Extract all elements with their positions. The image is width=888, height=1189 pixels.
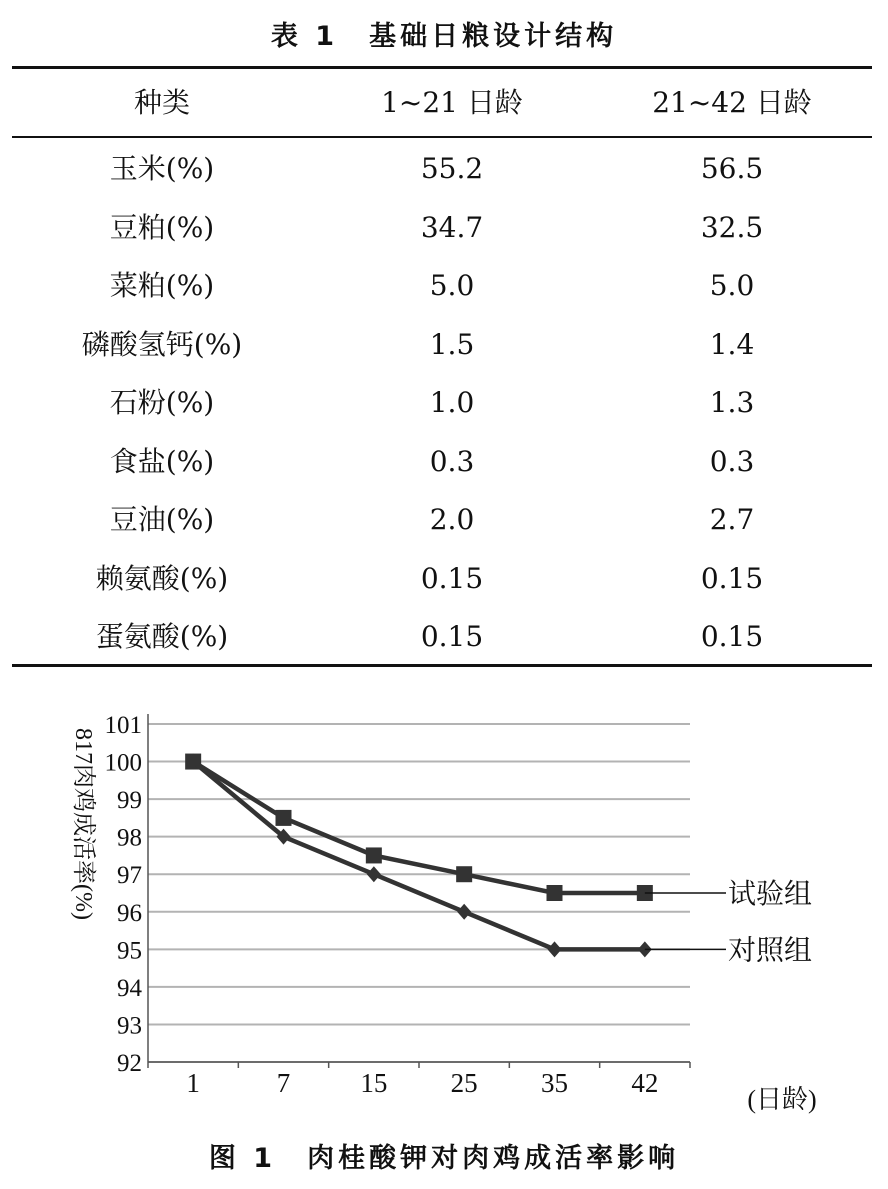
row-category: 蛋氨酸(%): [95, 620, 229, 653]
row-value-phase1: 1.5: [429, 327, 475, 361]
row-value-phase1: 0.15: [420, 561, 484, 595]
table-bottom-rule: [12, 664, 872, 667]
series-point-square: [276, 810, 292, 826]
row-value-phase1: 5.0: [429, 269, 475, 302]
row-value-phase1: 55.2: [420, 152, 484, 185]
row-category: 豆粕(%): [109, 210, 215, 244]
x-tick-label: 15: [360, 1068, 388, 1098]
row-value-phase2: 1.3: [709, 386, 755, 419]
table-title: 表 1 基础日粮设计结构: [270, 21, 618, 52]
x-tick-label: 1: [186, 1068, 200, 1098]
x-tick-label: 25: [450, 1068, 478, 1098]
y-tick-label: 101: [104, 712, 142, 739]
row-value-phase2: 32.5: [700, 210, 764, 244]
row-value-phase1: 2.0: [429, 503, 475, 536]
row-value-phase2: 0.15: [700, 561, 764, 595]
table-header-phase2: 21~42 日龄: [652, 86, 812, 119]
row-value-phase2: 5.0: [709, 269, 755, 302]
series-point-diamond: [367, 866, 381, 882]
series-point-diamond: [548, 941, 562, 957]
x-tick-label: 35: [541, 1068, 568, 1098]
series-point-diamond: [457, 904, 471, 920]
row-category: 菜粕(%): [109, 269, 215, 302]
y-axis-label: 817肉鸡成活率(%): [70, 728, 96, 920]
row-value-phase2: 0.15: [700, 620, 764, 653]
table-header-rule: [12, 136, 872, 138]
series-line-control: [193, 762, 645, 950]
survival-line-chart: [0, 680, 888, 1130]
row-category: 赖氨酸(%): [95, 561, 229, 595]
x-tick-label: 42: [631, 1068, 659, 1098]
y-tick-label: 100: [104, 749, 142, 777]
row-value-phase1: 1.0: [429, 386, 475, 419]
y-tick-label: 96: [117, 899, 142, 927]
y-tick-label: 97: [117, 862, 142, 890]
series-name-label: 试验组: [728, 879, 813, 910]
table-header-category: 种类: [133, 86, 190, 119]
series-point-square: [456, 866, 472, 882]
row-value-phase2: 0.3: [709, 444, 755, 478]
series-name-label: 对照组: [728, 935, 813, 967]
row-value-phase2: 56.5: [700, 152, 764, 185]
row-value-phase2: 1.4: [709, 327, 755, 361]
figure-caption: 图 1 肉桂酸钾对肉鸡成活率影响: [208, 1143, 680, 1174]
row-value-phase1: 0.15: [420, 620, 484, 653]
table-top-rule: [12, 66, 872, 69]
y-tick-label: 93: [117, 1012, 142, 1040]
row-category: 磷酸氢钙(%): [81, 327, 243, 361]
x-axis-label: (日龄): [747, 1085, 817, 1114]
y-tick-label: 92: [117, 1050, 142, 1077]
y-tick-label: 95: [117, 937, 142, 965]
series-point-square: [547, 885, 563, 901]
y-tick-label: 99: [117, 787, 142, 815]
x-tick-label: 7: [276, 1068, 291, 1098]
y-tick-label: 98: [117, 824, 142, 852]
row-category: 石粉(%): [109, 386, 215, 419]
row-value-phase2: 2.7: [709, 503, 755, 536]
series-point-square: [366, 847, 382, 863]
row-category: 豆油(%): [109, 503, 215, 536]
table-header-phase1: 1~21 日龄: [381, 86, 523, 119]
row-category: 玉米(%): [109, 152, 215, 185]
row-value-phase1: 34.7: [420, 210, 484, 244]
row-category: 食盐(%): [109, 444, 215, 478]
row-value-phase1: 0.3: [429, 444, 475, 478]
y-tick-label: 94: [117, 974, 142, 1002]
